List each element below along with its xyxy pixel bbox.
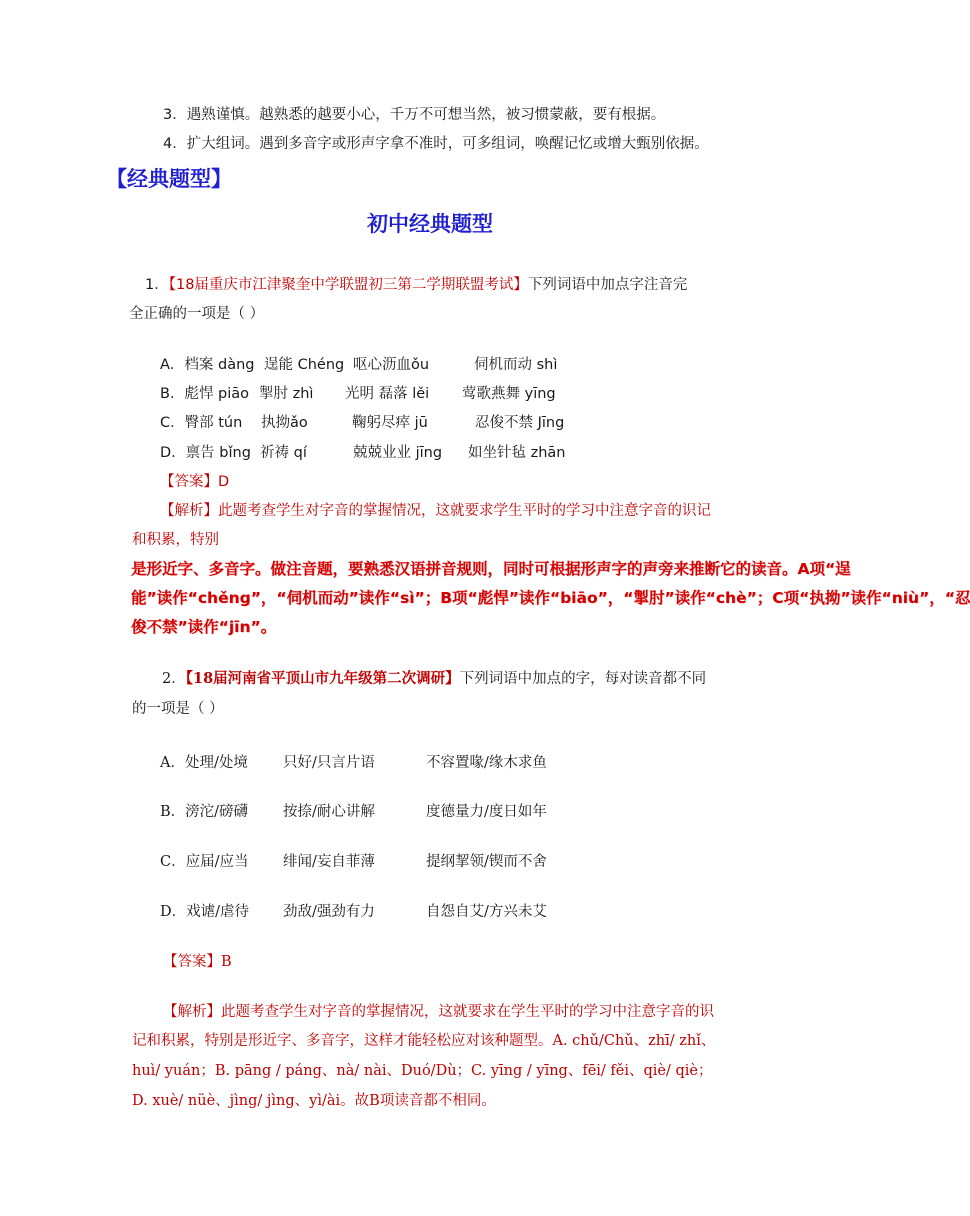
q2-header (162, 669, 706, 689)
q2-option-a-2: 只好/只言片语 (283, 755, 375, 771)
q2-number: 2． (162, 671, 186, 687)
q1-option-d-4: 如坐针毡 zhān (468, 445, 566, 461)
q1-option-b-4: 莺歌燕舞 yīng (462, 386, 556, 402)
q2-stem-line2: 的一项是（ ） (132, 701, 224, 717)
tip-4: 4．扩大组词。遇到多音字或形声字拿不准时，可多组词，唤醒记忆或增大甄别依据。 (163, 136, 709, 152)
q2-option-a-3: 不容置喙/缘木求鱼 (426, 755, 547, 771)
q1-source: 【18届重庆市江津聚奎中学联盟初三第二学期联盟考试】 (168, 277, 528, 293)
q1-option-d-1: D．禀告 bǐng (160, 445, 251, 461)
q1-option-d (160, 443, 760, 463)
q2-answer: 【答案】B (163, 954, 232, 970)
q1-option-c-4: 忍俊不禁 Jīng (475, 415, 565, 431)
q2-option-c-2: 绯闻/妄自菲薄 (283, 854, 375, 870)
section-heading: 【经典题型】 (106, 167, 232, 191)
q1-option-c (160, 413, 760, 433)
q2-option-a-1: A．处理/处境 (160, 755, 248, 771)
q1-stem-line2: 全正确的一项是（ ） (129, 306, 265, 322)
q1-analysis-bold-3: 俊不禁”读作“jīn”。 (131, 618, 277, 636)
q2-option-d-2: 劲敌/强劲有力 (283, 904, 375, 920)
q1-option-c-2: 执拗ǎo (261, 415, 308, 431)
q2-option-d (160, 902, 780, 922)
q1-option-b-3: 光明 磊落 lěi (345, 386, 430, 402)
q1-analysis-bold-2: 能”读作“chěng”，“伺机而动”读作“sì”；B项“彪悍”读作“biāo”，“掣肘”读作“chè”；C项“执拗”读作“niù”，“忍 (131, 589, 970, 607)
tip-3: 3．遇熟谨慎。越熟悉的越要小心，千万不可想当然，被习惯蒙蔽，要有根据。 (163, 107, 666, 123)
q1-option-b-1: B．彪悍 piāo (160, 386, 250, 402)
q2-analysis-line3: huì/ yuán；B. pāng / páng、nà/ nài、Duó/Dù；C. yīng / yīng、fēi/ fěi、qiè/ qiè； (132, 1063, 713, 1079)
q2-option-b-2: 按捺/耐心讲解 (283, 804, 375, 820)
q1-analysis-bold-1: 是形近字、多音字。做注音题，要熟悉汉语拼音规则，同时可根据形声字的声旁来推断它的读音。A项“逞 (131, 560, 851, 578)
q2-option-a (160, 753, 780, 773)
q1-option-a-2: 逞能 Chéng (264, 357, 345, 373)
q1-option-b (160, 384, 760, 404)
q1-analysis-line1: 【解析】此题考查学生对字音的掌握情况，这就要求学生平时的学习中注意字音的识记 (160, 503, 711, 519)
q2-analysis-line4: D. xuè/ nüè、jìng/ jìng、yì/ài。故B项读音都不相同。 (132, 1093, 496, 1109)
q1-option-d-2: 祈祷 qí (260, 445, 307, 461)
q1-option-a-3: 呕心沥血ǒu (353, 357, 430, 373)
q2-option-b (160, 802, 780, 822)
q1-option-b-2: 掣肘 zhì (259, 386, 314, 402)
q2-option-c (160, 852, 780, 872)
q1-option-a (160, 355, 760, 375)
q2-stem: 下列词语中加点的字，每对读音都不同 (459, 671, 707, 687)
q2-option-b-1: B．滂沱/磅礴 (160, 804, 249, 820)
q1-option-c-1: C．臀部 tún (160, 415, 243, 431)
q1-option-a-1: A．档案 dàng (160, 357, 255, 373)
q2-option-d-1: D．戏谑/虐待 (160, 904, 250, 920)
q1-analysis-line2: 和积累，特别 (132, 532, 219, 548)
q2-analysis-line2: 记和积累，特别是形近字、多音字，这样才能轻松应对该种题型。A. chǔ/Chǔ、zhī/ zhǐ、 (132, 1033, 716, 1049)
q2-option-c-3: 提纲挈领/锲而不舍 (426, 854, 547, 870)
q2-option-d-3: 自怨自艾/方兴未艾 (426, 904, 547, 920)
q1-header (145, 275, 687, 295)
q1-number: 1． (145, 277, 169, 293)
sub-heading: 初中经典题型 (367, 212, 493, 236)
q1-option-a-4: 伺机而动 shì (474, 357, 558, 373)
q1-option-c-3: 鞠躬尽瘁 jū (352, 415, 428, 431)
q2-source: 【18届河南省平顶山市九年级第二次调研】 (185, 670, 460, 687)
q2-analysis-line1: 【解析】此题考查学生对字音的掌握情况，这就要求在学生平时的学习中注意字音的识 (163, 1004, 714, 1020)
q1-answer: 【答案】D (160, 474, 230, 490)
q1-option-d-3: 兢兢业业 jīng (353, 445, 443, 461)
q2-option-c-1: C．应届/应当 (160, 854, 249, 870)
q2-option-b-3: 度德量力/度日如年 (426, 804, 547, 820)
q1-stem: 下列词语中加点字注音完 (527, 277, 688, 293)
